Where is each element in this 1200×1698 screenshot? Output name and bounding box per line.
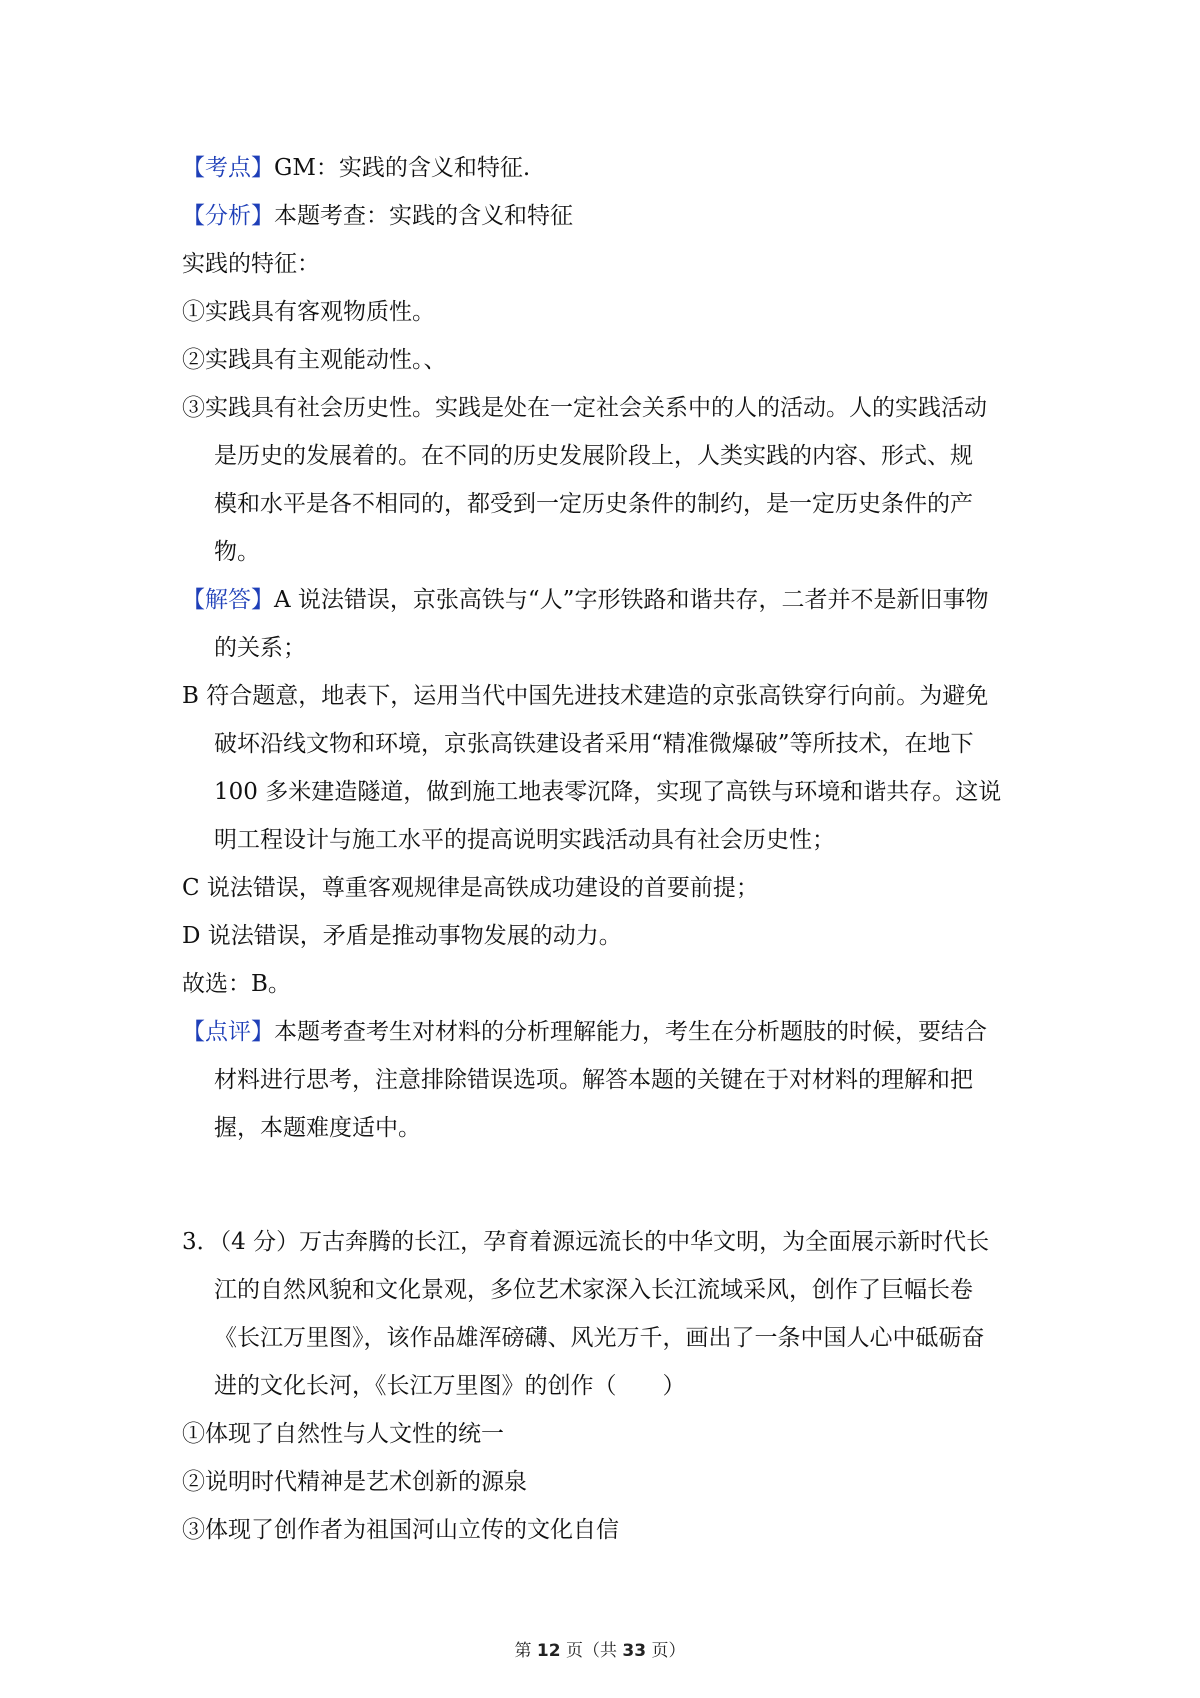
question-3-cont: 《长江万里图》，该作品雄浑磅礴、风光万千，画出了一条中国人心中砥砺奋: [214, 1325, 985, 1351]
kaodian-text: GM：实践的含义和特征.: [274, 155, 531, 181]
fenxi-text: 本题考查：实践的含义和特征: [274, 203, 573, 229]
fenxi-cont: 物。: [214, 539, 260, 565]
question-3-stem: 3．（4 分）万古奔腾的长江，孕育着源远流长的中华文明，为全面展示新时代长: [182, 1229, 990, 1255]
question-3-cont: 江的自然风貌和文化景观，多位艺术家深入长江流域采风，创作了巨幅长卷: [214, 1277, 973, 1303]
jieda-option-b-cont: 明工程设计与施工水平的提高说明实践活动具有社会历史性；: [214, 827, 835, 853]
jieda-option-a-cont: 的关系；: [214, 635, 306, 661]
fenxi-para: 实践的特征：: [182, 251, 320, 277]
jieda-option-c: C 说法错误，尊重客观规律是高铁成功建设的首要前提；: [182, 875, 759, 901]
fenxi-para: ②实践具有主观能动性。、: [182, 347, 447, 373]
page-footer: [0, 1636, 1200, 1661]
dianping-cont: 握，本题难度适中。: [214, 1115, 421, 1141]
jieda-option-b-cont: 100 多米建造隧道，做到施工地表零沉降，实现了高铁与环境和谐共存。这说: [214, 779, 1002, 805]
footer-page-number: 12: [536, 1641, 561, 1661]
page-content: [182, 144, 1030, 1554]
question-3-cont: 进的文化长河，《长江万里图》的创作（ ）: [214, 1373, 686, 1399]
question-3-option-3: ③体现了创作者为祖国河山立传的文化自信: [182, 1517, 619, 1543]
jieda-option-a: A 说法错误，京张高铁与“人”字形铁路和谐共存，二者并不是新旧事物: [274, 587, 989, 613]
jieda-line: [182, 576, 1030, 624]
fenxi-tag: 【分析】: [182, 203, 274, 229]
kaodian-tag: 【考点】: [182, 155, 274, 181]
dianping-text: 本题考查考生对材料的分析理解能力，考生在分析题肢的时候，要结合: [274, 1019, 987, 1045]
footer-prefix: 第: [514, 1641, 537, 1661]
jieda-answer: 故选：B。: [182, 971, 291, 997]
kaodian-line: [182, 144, 1030, 192]
fenxi-para: ③实践具有社会历史性。实践是处在一定社会关系中的人的活动。人的实践活动: [182, 395, 987, 421]
jieda-option-d: D 说法错误，矛盾是推动事物发展的动力。: [182, 923, 622, 949]
jieda-option-b-cont: 破坏沿线文物和环境，京张高铁建设者采用“精准微爆破”等所技术，在地下: [214, 731, 974, 757]
jieda-tag: 【解答】: [182, 587, 274, 613]
jieda-option-b: B 符合题意，地表下，运用当代中国先进技术建造的京张高铁穿行向前。为避免: [182, 683, 989, 709]
dianping-tag: 【点评】: [182, 1019, 274, 1045]
fenxi-cont: 是历史的发展着的。在不同的历史发展阶段上，人类实践的内容、形式、规: [214, 443, 973, 469]
footer-middle: 页（共: [560, 1641, 623, 1661]
question-3-option-1: ①体现了自然性与人文性的统一: [182, 1421, 504, 1447]
question-3-option-2: ②说明时代精神是艺术创新的源泉: [182, 1469, 527, 1495]
fenxi-para: ①实践具有客观物质性。: [182, 299, 435, 325]
fenxi-line: [182, 192, 1030, 240]
dianping-cont: 材料进行思考，注意排除错误选项。解答本题的关键在于对材料的理解和把: [214, 1067, 973, 1093]
dianping-line: [182, 1008, 1030, 1056]
section-gap: [182, 1152, 1030, 1218]
footer-total-pages: 33: [622, 1641, 647, 1661]
fenxi-cont: 模和水平是各不相同的，都受到一定历史条件的制约，是一定历史条件的产: [214, 491, 973, 517]
footer-suffix: 页）: [646, 1641, 686, 1661]
